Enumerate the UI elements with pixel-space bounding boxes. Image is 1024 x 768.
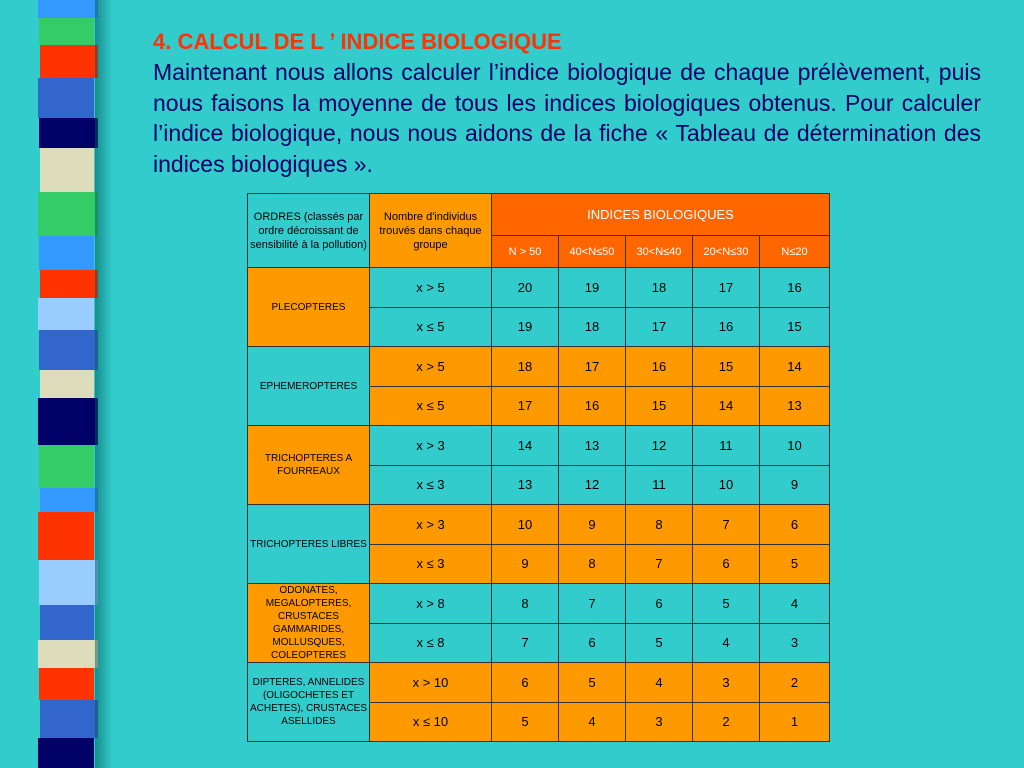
index-value: 18 — [559, 307, 626, 347]
count-condition: x > 5 — [370, 268, 492, 308]
group-name: TRICHOPTERES A FOURREAUX — [248, 426, 370, 505]
count-condition: x > 10 — [370, 663, 492, 703]
index-value: 9 — [760, 465, 830, 505]
table-row — [248, 268, 830, 308]
slide-title: 4. CALCUL DE L ’ INDICE BIOLOGIQUE — [153, 29, 562, 54]
header-nombre: Nombre d'individus trouvés dans chaque groupe — [370, 194, 492, 268]
index-value: 10 — [760, 426, 830, 466]
header-ordres: ORDRES (classés par ordre décroissant de sensibilité à la pollution) — [248, 194, 370, 268]
stripe-band — [39, 330, 98, 370]
count-condition: x ≤ 10 — [370, 702, 492, 742]
index-value: 4 — [760, 584, 830, 624]
stripe-band — [39, 560, 98, 605]
index-value: 7 — [559, 584, 626, 624]
header-range: 40<N≤50 — [559, 236, 626, 268]
count-condition: x > 5 — [370, 347, 492, 387]
stripe-band — [40, 605, 94, 640]
index-value: 14 — [693, 386, 760, 426]
stripe-band — [38, 298, 94, 330]
table-row — [248, 505, 830, 545]
group-name: PLECOPTERES — [248, 268, 370, 347]
index-value: 8 — [626, 505, 693, 545]
index-value: 5 — [760, 544, 830, 584]
stripe-band — [38, 738, 94, 768]
stripe-band — [39, 445, 94, 488]
index-value: 6 — [760, 505, 830, 545]
index-value: 6 — [626, 584, 693, 624]
index-value: 16 — [760, 268, 830, 308]
index-value: 7 — [626, 544, 693, 584]
count-condition: x ≤ 3 — [370, 465, 492, 505]
table-row — [248, 663, 830, 703]
group-name: DIPTERES, ANNELIDES (OLIGOCHETES ET ACHETES), CRUSTACES ASELLIDES — [248, 663, 370, 742]
stripe-band — [38, 512, 94, 560]
stripe-band — [40, 45, 98, 78]
stripe-band — [38, 78, 94, 118]
index-value: 17 — [626, 307, 693, 347]
stripe-band — [39, 668, 94, 700]
stripe-band — [40, 370, 94, 398]
index-value: 7 — [693, 505, 760, 545]
stripe-shadow — [95, 0, 113, 768]
index-value: 5 — [626, 623, 693, 663]
index-value: 19 — [492, 307, 559, 347]
index-value: 13 — [492, 465, 559, 505]
index-value: 4 — [693, 623, 760, 663]
header-range: 20<N≤30 — [693, 236, 760, 268]
stripe-band — [39, 236, 94, 270]
stripe-band — [40, 700, 98, 738]
index-value: 6 — [693, 544, 760, 584]
index-value: 18 — [626, 268, 693, 308]
stripe-band — [39, 18, 94, 45]
stripe-band — [38, 398, 98, 445]
index-value: 20 — [492, 268, 559, 308]
group-name: ODONATES, MEGALOPTERES, CRUSTACES GAMMARIDES, MOLLUSQUES, COLEOPTERES — [248, 584, 370, 663]
index-value: 8 — [492, 584, 559, 624]
decorative-stripes — [0, 0, 100, 768]
index-value: 8 — [559, 544, 626, 584]
index-value: 14 — [760, 347, 830, 387]
count-condition: x > 3 — [370, 505, 492, 545]
header-range: N≤20 — [760, 236, 830, 268]
index-value: 10 — [492, 505, 559, 545]
index-value: 13 — [760, 386, 830, 426]
index-value: 3 — [760, 623, 830, 663]
index-value: 10 — [693, 465, 760, 505]
stripe-band — [40, 488, 98, 512]
stripe-band — [40, 148, 94, 192]
intro-paragraph: Maintenant nous allons calculer l’indice biologique de chaque prélèvement, puis nous faisons la moyenne de tous les indices biologiques obtenus. Pour calculer l’indice biologique, nous nous aidons de la fiche « Tableau de détermination des indices biologiques ». — [153, 59, 981, 177]
index-value: 12 — [559, 465, 626, 505]
index-value: 2 — [693, 702, 760, 742]
index-value: 6 — [559, 623, 626, 663]
index-value: 9 — [559, 505, 626, 545]
count-condition: x ≤ 5 — [370, 386, 492, 426]
index-value: 15 — [693, 347, 760, 387]
stripe-band — [38, 640, 98, 668]
index-value: 16 — [559, 386, 626, 426]
index-value: 5 — [559, 663, 626, 703]
index-value: 5 — [492, 702, 559, 742]
index-value: 14 — [492, 426, 559, 466]
index-value: 19 — [559, 268, 626, 308]
index-value: 13 — [559, 426, 626, 466]
index-value: 9 — [492, 544, 559, 584]
count-condition: x > 3 — [370, 426, 492, 466]
index-value: 4 — [559, 702, 626, 742]
index-value: 15 — [760, 307, 830, 347]
count-condition: x ≤ 8 — [370, 623, 492, 663]
index-value: 16 — [626, 347, 693, 387]
index-value: 18 — [492, 347, 559, 387]
index-value: 17 — [559, 347, 626, 387]
count-condition: x > 8 — [370, 584, 492, 624]
stripe-band — [38, 192, 98, 236]
index-value: 16 — [693, 307, 760, 347]
stripe-band — [39, 118, 98, 148]
header-indices: INDICES BIOLOGIQUES — [492, 194, 830, 236]
group-name: TRICHOPTERES LIBRES — [248, 505, 370, 584]
index-value: 2 — [760, 663, 830, 703]
index-value: 12 — [626, 426, 693, 466]
index-value: 4 — [626, 663, 693, 703]
index-value: 11 — [626, 465, 693, 505]
count-condition: x ≤ 5 — [370, 307, 492, 347]
index-value: 3 — [626, 702, 693, 742]
header-range: 30<N≤40 — [626, 236, 693, 268]
table-row — [248, 347, 830, 387]
stripe-band — [40, 270, 98, 298]
table-row — [248, 426, 830, 466]
index-value: 7 — [492, 623, 559, 663]
biological-index-table — [247, 193, 830, 742]
index-value: 6 — [492, 663, 559, 703]
header-range: N > 50 — [492, 236, 559, 268]
group-name: EPHEMEROPTERES — [248, 347, 370, 426]
index-value: 3 — [693, 663, 760, 703]
count-condition: x ≤ 3 — [370, 544, 492, 584]
index-value: 1 — [760, 702, 830, 742]
index-value: 11 — [693, 426, 760, 466]
index-value: 17 — [492, 386, 559, 426]
stripe-band — [38, 0, 98, 18]
index-value: 5 — [693, 584, 760, 624]
index-value: 17 — [693, 268, 760, 308]
index-value: 15 — [626, 386, 693, 426]
table-row — [248, 584, 830, 624]
